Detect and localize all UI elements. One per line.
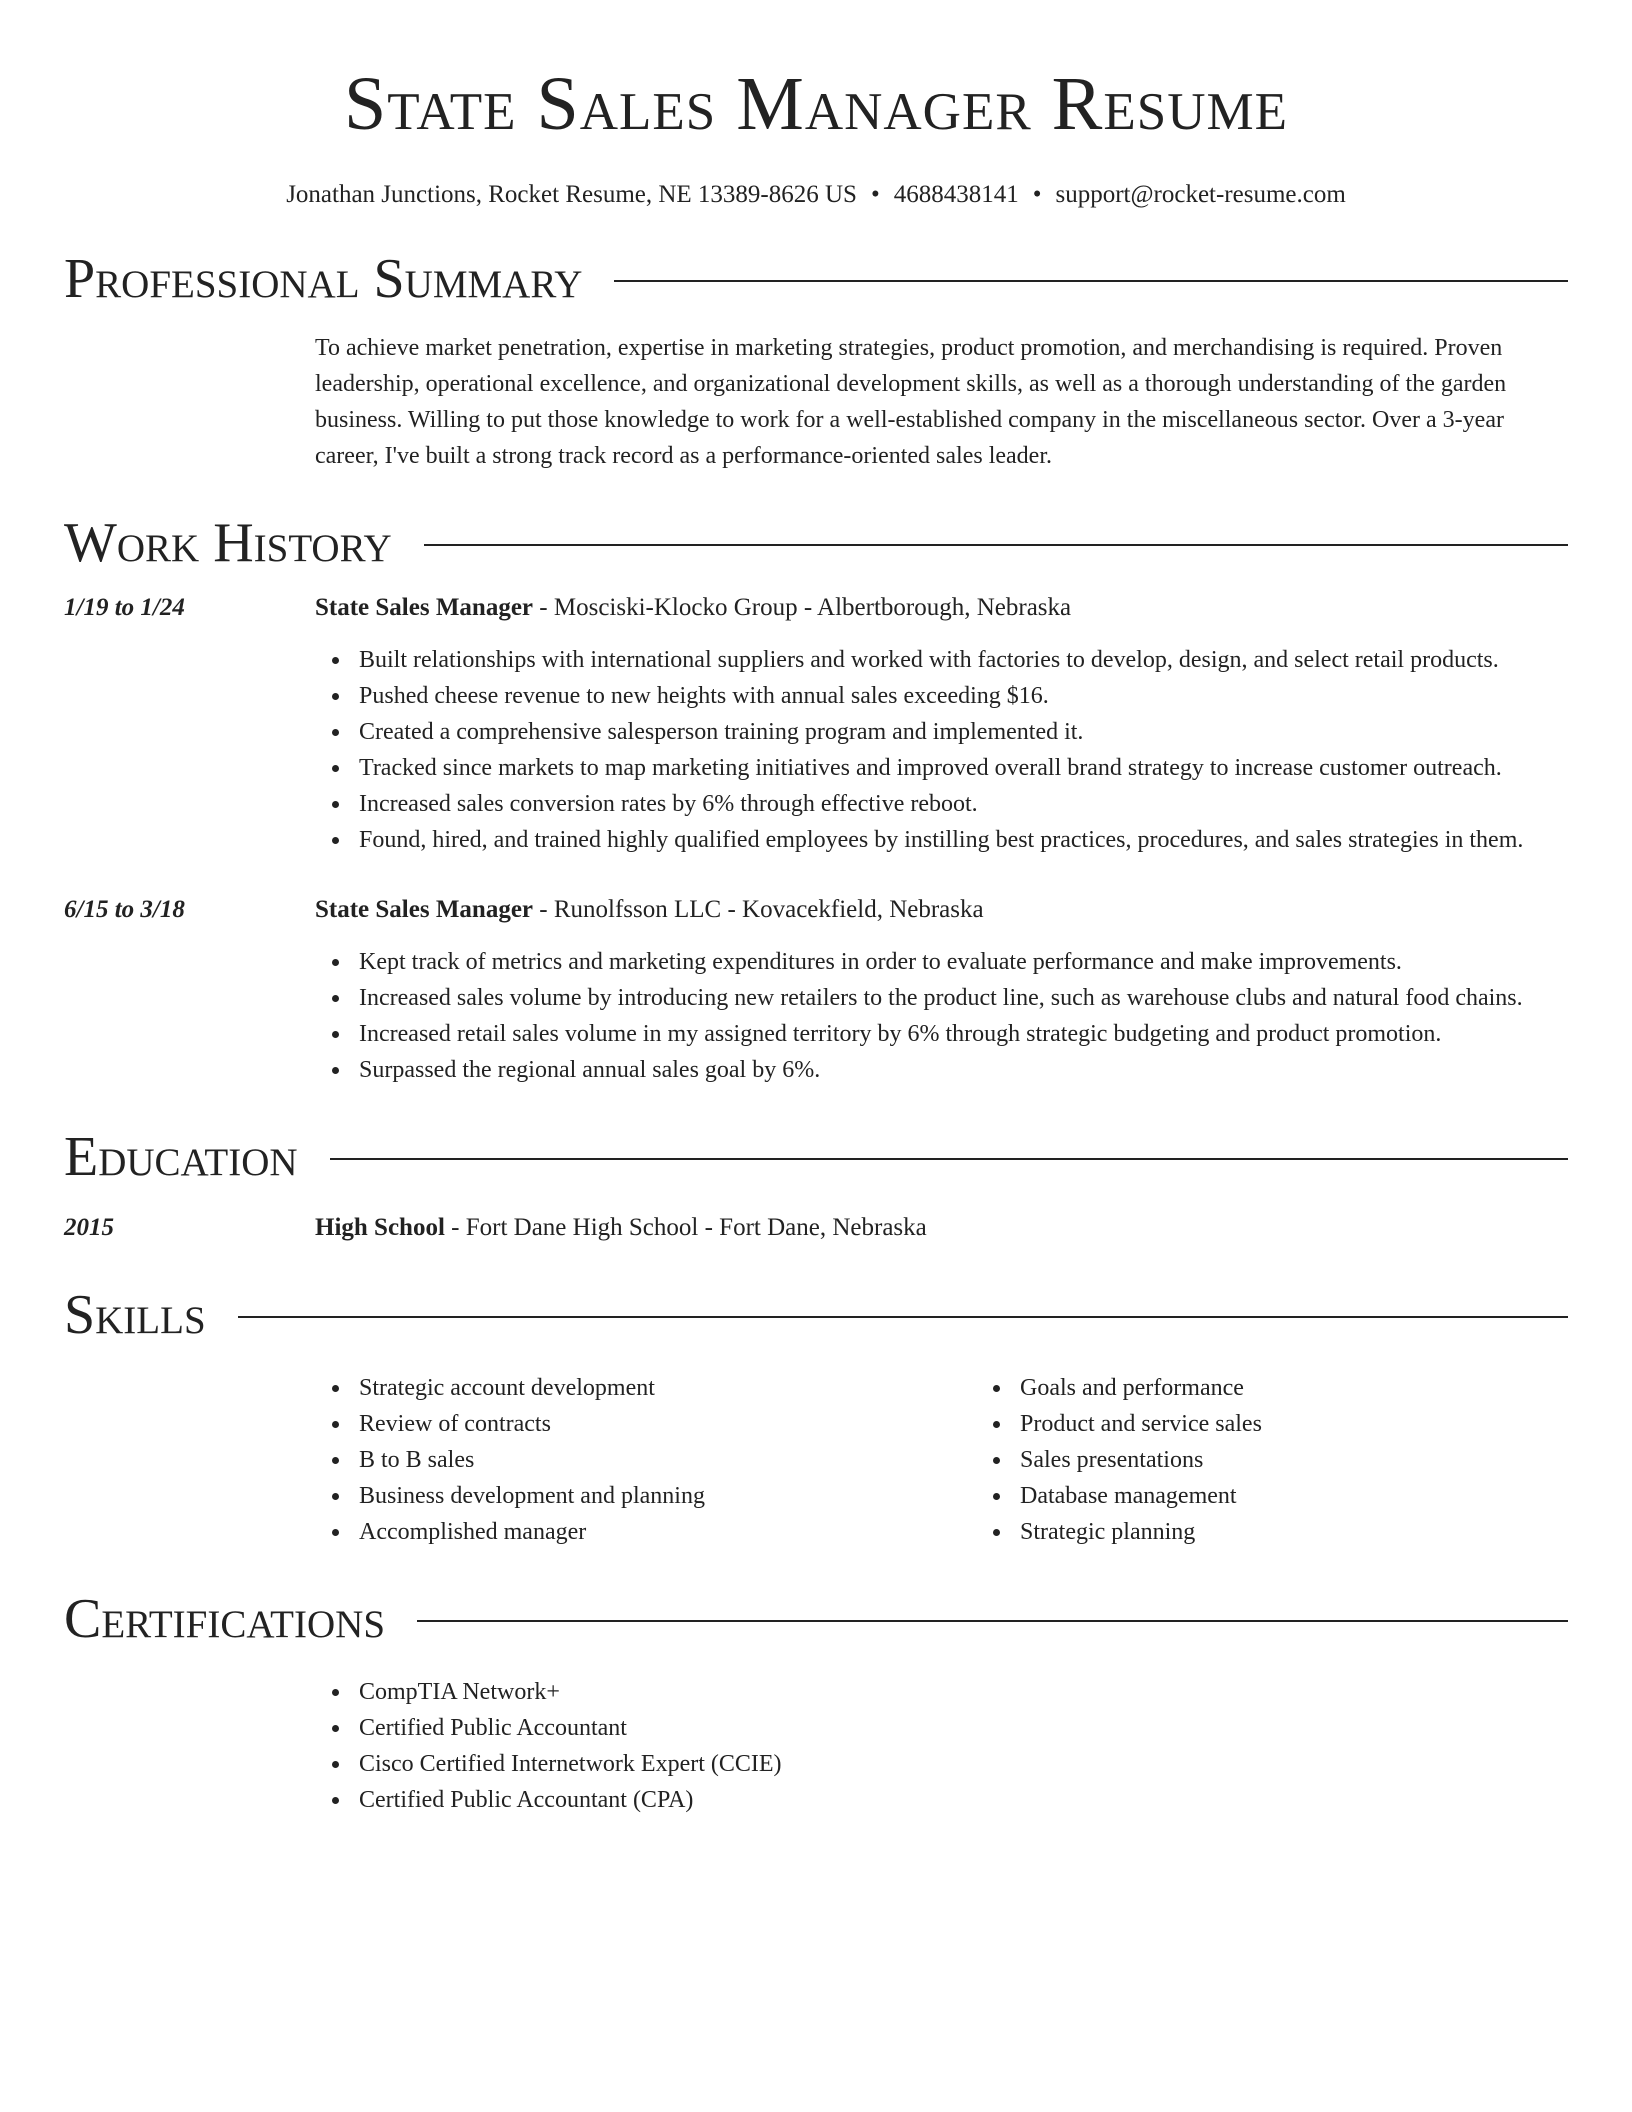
job-body	[315, 892, 1568, 1088]
skill-item: Accomplished manager	[359, 1514, 976, 1550]
certification-item: Certified Public Accountant (CPA)	[359, 1782, 1568, 1818]
skills-list-left	[315, 1370, 976, 1550]
section-divider	[614, 280, 1568, 282]
certifications-section-header	[64, 1588, 1568, 1650]
work-heading: Work History	[64, 512, 392, 574]
skill-item: Strategic account development	[359, 1370, 976, 1406]
education-year: 2015	[64, 1214, 114, 1241]
summary-heading: Professional Summary	[64, 248, 583, 310]
job-bullet: Pushed cheese revenue to new heights with annual sales exceeding $16.	[359, 678, 1568, 714]
section-divider	[417, 1620, 1568, 1622]
job-title: State Sales Manager	[315, 594, 534, 621]
job-bullet: Kept track of metrics and marketing expenditures in order to evaluate performance and make improvements.	[359, 944, 1568, 980]
job-bullet: Surpassed the regional annual sales goal by 6%.	[359, 1052, 1568, 1088]
skill-item: Sales presentations	[1020, 1442, 1632, 1478]
skills-section-header	[64, 1284, 1568, 1346]
job-bullet: Increased retail sales volume in my assigned territory by 6% through strategic budgeting and product promotion.	[359, 1016, 1568, 1052]
education-entry	[64, 1210, 1568, 1246]
skill-item: Goals and performance	[1020, 1370, 1632, 1406]
contact-line	[64, 180, 1568, 210]
skill-item: Database management	[1020, 1478, 1632, 1514]
contact-address: Jonathan Junctions, Rocket Resume, NE 13389-8626 US	[286, 181, 857, 208]
summary-text: To achieve market penetration, expertise in marketing strategies, product promotion, and merchandising is required. Proven leadership, operational excellence, and organizational development skills, as well as a thorough understanding of the garden business. Willing to put those knowledge to work for a well-established company in the miscellaneous sector. Over a 3-year career, I've built a strong track record as a performance-oriented sales leader.	[315, 335, 1507, 469]
section-divider	[238, 1316, 1568, 1318]
skills-row	[64, 1370, 1568, 1550]
job-title: State Sales Manager	[315, 896, 534, 923]
skills-spacer	[64, 1370, 315, 1550]
job-bullet: Tracked since markets to map marketing initiatives and improved overall brand strategy to increase customer outreach.	[359, 750, 1568, 786]
certifications-heading: Certifications	[64, 1588, 386, 1650]
contact-separator: •	[1032, 181, 1042, 208]
certification-item: Cisco Certified Internetwork Expert (CCIE)	[359, 1746, 1568, 1782]
education-heading-line	[315, 1210, 1568, 1246]
skills-heading: Skills	[64, 1284, 206, 1346]
section-divider	[424, 544, 1568, 546]
skill-item: Review of contracts	[359, 1406, 976, 1442]
skill-item: Strategic planning	[1020, 1514, 1632, 1550]
education-degree: High School	[315, 1214, 445, 1241]
education-section-header	[64, 1126, 1568, 1188]
job-bullet: Created a comprehensive salesperson training program and implemented it.	[359, 714, 1568, 750]
job-heading	[315, 590, 1568, 626]
education-school-location: - Fort Dane High School - Fort Dane, Nebraska	[444, 1214, 927, 1241]
contact-email: support@rocket-resume.com	[1055, 181, 1346, 208]
section-divider	[330, 1158, 1568, 1160]
job-dates: 1/19 to 1/24	[64, 594, 185, 621]
job-bullet: Found, hired, and trained highly qualified employees by instilling best practices, procedures, and sales strategies in them.	[359, 822, 1568, 858]
skill-item: Business development and planning	[359, 1478, 976, 1514]
certification-item: Certified Public Accountant	[359, 1710, 1568, 1746]
education-heading: Education	[64, 1126, 298, 1188]
certifications-spacer	[64, 1674, 315, 1818]
job-heading	[315, 892, 1568, 928]
work-section-header	[64, 512, 1568, 574]
skill-item: B to B sales	[359, 1442, 976, 1478]
job-company-location: - Mosciski-Klocko Group - Albertborough, Nebraska	[533, 594, 1072, 621]
summary-spacer	[64, 330, 315, 474]
job-body	[315, 590, 1568, 858]
certifications-body	[315, 1674, 1568, 1818]
contact-separator: •	[870, 181, 880, 208]
job-bullet-list	[315, 944, 1568, 1088]
certifications-list	[315, 1674, 1568, 1818]
job-company-location: - Runolfsson LLC - Kovacekfield, Nebraska	[533, 896, 984, 923]
skills-grid	[315, 1370, 1632, 1550]
job-dates: 6/15 to 3/18	[64, 896, 185, 923]
certifications-row	[64, 1674, 1568, 1818]
job-entry	[64, 590, 1568, 858]
job-bullet-list	[315, 642, 1568, 858]
job-bullet: Increased sales conversion rates by 6% through effective reboot.	[359, 786, 1568, 822]
job-entry	[64, 892, 1568, 1088]
resume-title: State Sales Manager Resume	[343, 62, 1289, 146]
skills-list-right	[976, 1370, 1632, 1550]
summary-row	[64, 330, 1568, 474]
contact-phone: 4688438141	[893, 181, 1019, 208]
job-bullet: Increased sales volume by introducing new retailers to the product line, such as warehouse clubs and natural food chains.	[359, 980, 1568, 1016]
skill-item: Product and service sales	[1020, 1406, 1632, 1442]
job-bullet: Built relationships with international suppliers and worked with factories to develop, design, and select retail products.	[359, 642, 1568, 678]
summary-section-header	[64, 248, 1568, 310]
certification-item: CompTIA Network+	[359, 1674, 1568, 1710]
